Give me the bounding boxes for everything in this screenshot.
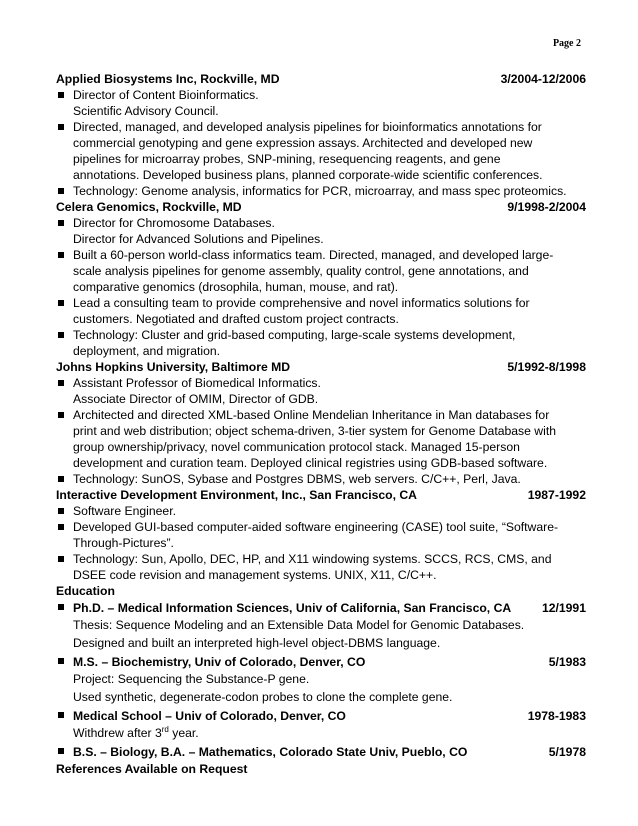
bullet-icon (58, 712, 64, 718)
bullet-icon (58, 748, 64, 754)
bullet-text-line: customers. Negotiated and drafted custom project contracts. (73, 312, 399, 326)
education-item-medical-school (56, 707, 586, 743)
job-dates: 3/2004-12/2006 (500, 72, 586, 86)
list-item (56, 215, 586, 247)
bullet-text-line: Director for Chromosome Databases. (73, 216, 275, 230)
bullet-text-line: Directed, managed, and developed analysis pipelines for bioinformatics annotations for (73, 120, 542, 134)
degree-title: B.S. – Biology, B.A. – Mathematics, Colorado State Univ, Pueblo, CO (73, 745, 468, 759)
list-item (56, 295, 586, 327)
bullet-text-line: Technology: Genome analysis, informatics for PCR, microarray, and mass spec proteomics. (73, 184, 567, 198)
company-name: Celera Genomics, Rockville, MD (56, 200, 242, 214)
bullet-text-line: Technology: SunOS, Sybase and Postgres DBMS, web servers. C/C++, Perl, Java. (73, 472, 521, 486)
company-name: Johns Hopkins University, Baltimore MD (56, 360, 291, 374)
list-item (56, 503, 586, 519)
bullet-text-line: Associate Director of OMIM, Director of GDB. (73, 392, 319, 406)
list-item (56, 87, 586, 119)
education-item-ms (56, 653, 586, 707)
job-bullet-list (56, 503, 586, 583)
list-item (56, 471, 586, 487)
bullet-text-line: pipelines for microarray probes, SNP-mining, resequencing reagents, and gene (73, 152, 501, 166)
references-note: References Available on Request (56, 762, 248, 776)
education-item-bs-ba (56, 743, 586, 761)
bullet-text-line: comparative genomics (drosophila, human, mouse, and rat). (73, 280, 399, 294)
list-item (56, 119, 586, 183)
bullet-text-line: Director of Content Bioinformatics. (73, 88, 259, 102)
list-item (56, 551, 586, 583)
degree-date: 5/1983 (548, 655, 586, 669)
experience-section (56, 71, 586, 583)
withdrew-text-end: year. (168, 726, 199, 740)
page-number: Page 2 (552, 38, 581, 49)
bullet-text-line: Assistant Professor of Biomedical Informatics. (73, 376, 321, 390)
degree-title: M.S. – Biochemistry, Univ of Colorado, Denver, CO (73, 655, 366, 669)
bullet-icon (58, 380, 64, 386)
bullet-text-line: annotations. Developed business plans, planned corporate-wide scientific conferences. (73, 168, 543, 182)
bullet-icon (58, 252, 64, 258)
job-heading (56, 359, 586, 375)
company-name: Interactive Development Environment, Inc., San Francisco, CA (56, 488, 417, 502)
list-item (56, 183, 586, 199)
bullet-text-line: Technology: Sun, Apollo, DEC, HP, and X11 windowing systems. SCCS, RCS, CMS, and (73, 552, 552, 566)
job-heading (56, 199, 586, 215)
education-item-phd (56, 599, 586, 653)
bullet-icon (58, 412, 64, 418)
degree-date: 5/1978 (548, 745, 586, 759)
degree-detail (73, 724, 586, 742)
bullet-icon (58, 604, 64, 610)
bullet-text-line: Technology: Cluster and grid-based computing, large-scale systems development, (73, 328, 516, 342)
ordinal-suffix: rd (161, 724, 169, 734)
job-heading (56, 71, 586, 87)
job-heading (56, 487, 586, 503)
company-name: Applied Biosystems Inc, Rockville, MD (56, 72, 280, 86)
list-item (56, 327, 586, 359)
degree-detail: Thesis: Sequence Modeling and an Extensible Data Model for Genomic Databases. (73, 618, 525, 632)
degree-date: 1978-1983 (527, 709, 586, 723)
list-item (56, 375, 586, 407)
bullet-text-line: Director for Advanced Solutions and Pipelines. (73, 232, 324, 246)
job-bullet-list (56, 215, 586, 359)
bullet-text-line: scale analysis pipelines for genome assembly, quality control, gene annotations, and (73, 264, 529, 278)
bullet-text-line: print and web distribution; object schema-driven, 3-tier system for Genome Database with (73, 424, 556, 438)
bullet-text-line: commercial genotyping and gene expression assays. Architected and developed new (73, 136, 533, 150)
bullet-icon (58, 188, 64, 194)
bullet-icon (58, 92, 64, 98)
job-dates: 5/1992-8/1998 (507, 360, 586, 374)
bullet-icon (58, 124, 64, 130)
degree-title: Medical School – Univ of Colorado, Denver, CO (73, 709, 346, 723)
bullet-text-line: Architected and directed XML-based Online Mendelian Inheritance in Man databases for (73, 408, 550, 422)
bullet-text-line: Developed GUI-based computer-aided software engineering (CASE) tool suite, “Software- (73, 520, 559, 534)
bullet-text-line: Through-Pictures”. (73, 536, 174, 550)
job-bullet-list (56, 87, 586, 199)
list-item (56, 247, 586, 295)
bullet-text-line: DSEE code revision and management systems. UNIX, X11, C/C++. (73, 568, 437, 582)
degree-detail: Designed and built an interpreted high-level object-DBMS language. (73, 636, 441, 650)
bullet-text-line: development and curation team. Deployed clinical registries using GDB-based software. (73, 456, 548, 470)
bullet-icon (58, 476, 64, 482)
degree-detail: Project: Sequencing the Substance-P gene. (73, 672, 310, 686)
job-dates: 9/1998-2/2004 (507, 200, 586, 214)
list-item (56, 407, 586, 471)
bullet-text-line: Built a 60-person world-class informatics team. Directed, managed, and developed large- (73, 248, 554, 262)
bullet-icon (58, 556, 64, 562)
bullet-text-line: Scientific Advisory Council. (73, 104, 219, 118)
bullet-icon (58, 658, 64, 664)
list-item (56, 519, 586, 551)
bullet-text-line: deployment, and migration. (73, 344, 221, 358)
degree-date: 12/1991 (541, 601, 586, 615)
bullet-text-line: group ownership/privacy, novel communication protocol stack. Managed 15-person (73, 440, 520, 454)
resume-content (56, 71, 586, 777)
job-dates: 1987-1992 (527, 488, 586, 502)
withdrew-text: Withdrew after 3 (73, 726, 162, 740)
bullet-icon (58, 508, 64, 514)
bullet-icon (58, 524, 64, 530)
bullet-text-line: Software Engineer. (73, 504, 176, 518)
bullet-icon (58, 332, 64, 338)
job-bullet-list (56, 375, 586, 487)
degree-detail: Used synthetic, degenerate-codon probes to clone the complete gene. (73, 690, 453, 704)
bullet-icon (58, 220, 64, 226)
degree-title: Ph.D. – Medical Information Sciences, Univ of California, San Francisco, CA (73, 601, 512, 615)
education-list (56, 599, 586, 761)
bullet-icon (58, 300, 64, 306)
education-heading: Education (56, 584, 115, 598)
bullet-text-line: Lead a consulting team to provide comprehensive and novel informatics solutions for (73, 296, 530, 310)
